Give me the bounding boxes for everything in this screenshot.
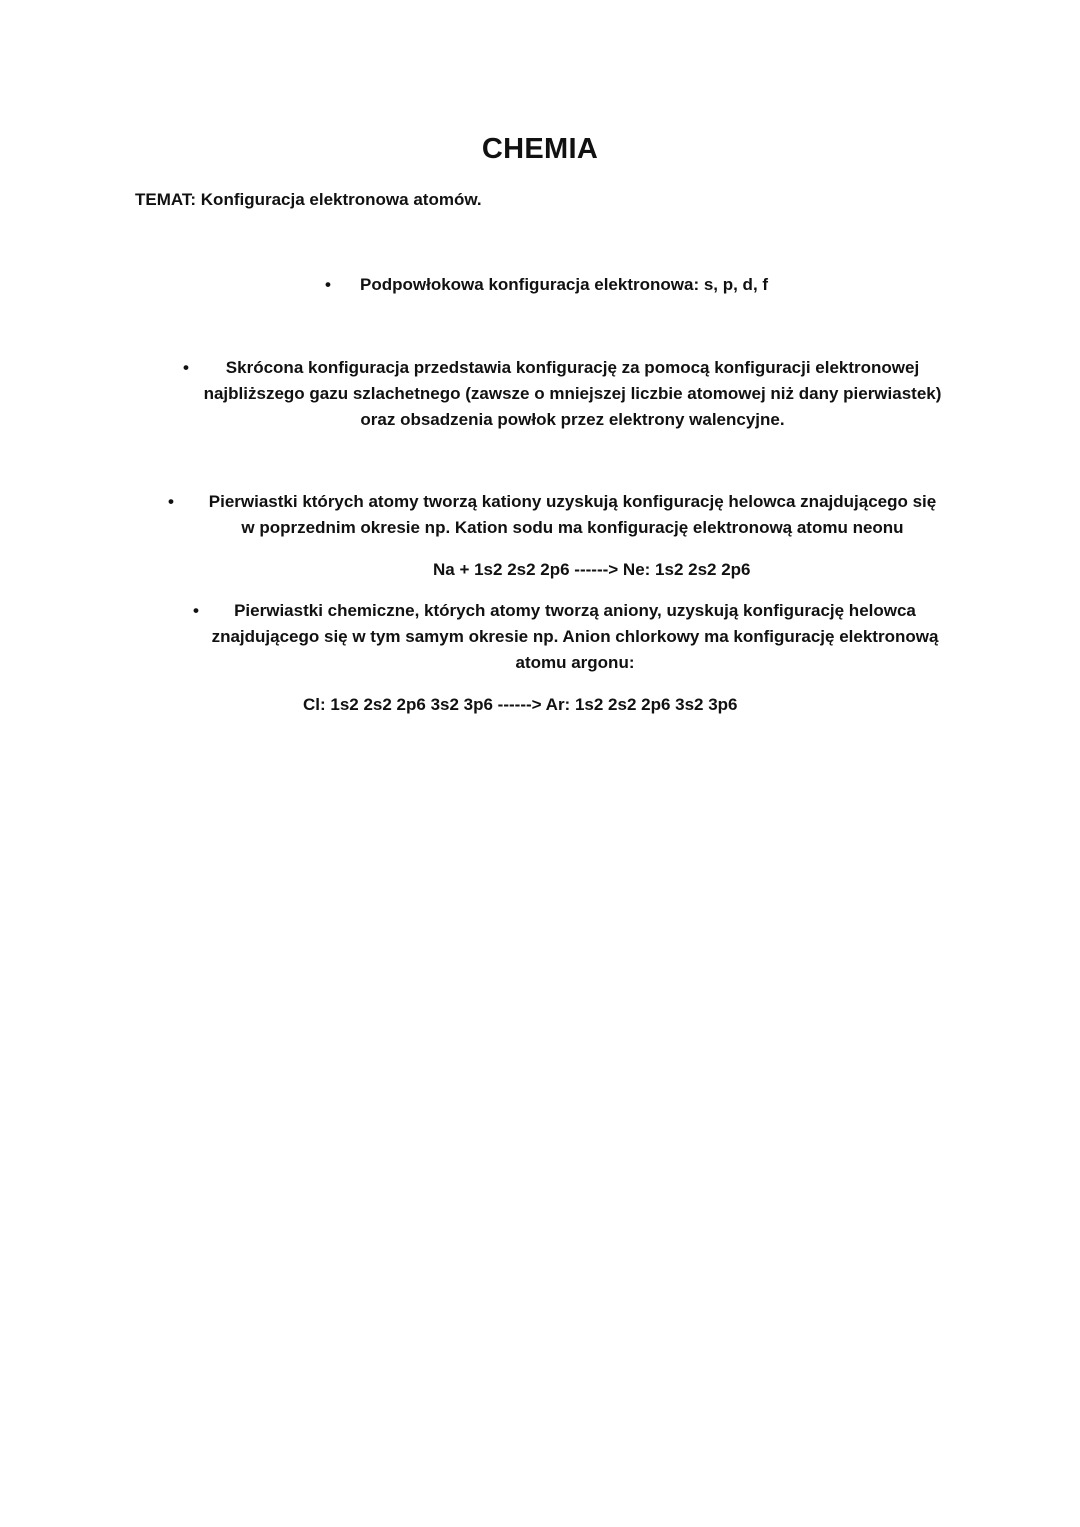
topic-line: TEMAT: Konfiguracja elektronowa atomów. bbox=[135, 190, 482, 209]
formula-chlorine: Cl: 1s2 2s2 2p6 3s2 3p6 ------> Ar: 1s2 2s2 2p6 3s2 3p6 bbox=[303, 695, 738, 714]
bullet-text-line: najbliższego gazu szlachetnego (zawsze o mniejszej liczbie atomowej niż dany pierwiastek) bbox=[203, 384, 942, 403]
bullet-text-line: Podpowłokowa konfiguracja elektronowa: s, p, d, f bbox=[360, 275, 769, 294]
bullet-text-line: Pierwiastki których atomy tworzą kationy uzyskują konfigurację helowca znajdującego się bbox=[208, 492, 937, 511]
bullet-dot: • bbox=[168, 492, 174, 511]
bullet-item-cations bbox=[190, 489, 955, 541]
bullet-text-line: w poprzednim okresie np. Kation sodu ma konfigurację elektronową atomu neonu bbox=[241, 518, 904, 537]
page-title: CHEMIA bbox=[481, 133, 599, 165]
bullet-text-line: oraz obsadzenia powłok przez elektrony walencyjne. bbox=[360, 410, 785, 429]
bullet-dot: • bbox=[325, 275, 331, 294]
bullet-item-subshell-config bbox=[360, 272, 768, 298]
formula-sodium: Na + 1s2 2s2 2p6 ------> Ne: 1s2 2s2 2p6 bbox=[433, 560, 751, 579]
bullet-text-line: atomu argonu: bbox=[515, 653, 635, 672]
bullet-item-short-config bbox=[190, 355, 955, 433]
bullet-dot: • bbox=[193, 601, 199, 620]
bullet-text-line: Skrócona konfiguracja przedstawia konfigurację za pomocą konfiguracji elektronowej bbox=[225, 358, 920, 377]
bullet-dot: • bbox=[183, 358, 189, 377]
bullet-item-anions bbox=[195, 598, 955, 676]
bullet-text-line: znajdującego się w tym samym okresie np. Anion chlorkowy ma konfigurację elektronową bbox=[211, 627, 939, 646]
bullet-text-line: Pierwiastki chemiczne, których atomy tworzą aniony, uzyskują konfigurację helowca bbox=[234, 601, 916, 620]
